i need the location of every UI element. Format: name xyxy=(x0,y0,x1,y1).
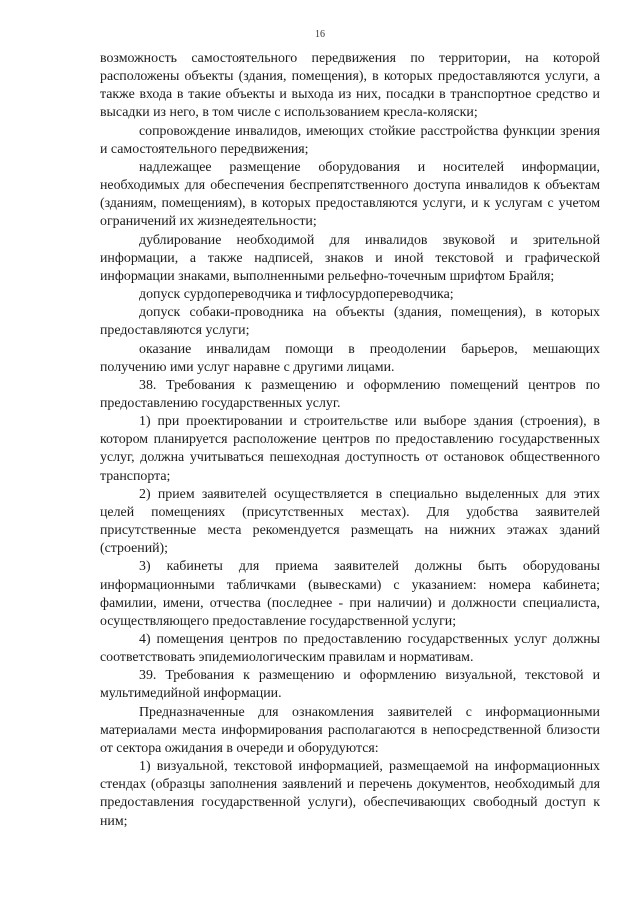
paragraph: допуск сурдопереводчика и тифлосурдопереводчика; xyxy=(139,287,454,303)
paragraph: 1) при проектировании и строительстве или выборе здания (строения), в котором планируется расположение центров по предоставлению государственных услуг, должна учитываться пешеходная доступность от остановок общественного транспорта; xyxy=(100,414,600,484)
paragraph: надлежащее размещение оборудования и носителей информации, необходимых для обеспечения беспрепятственного доступа инвалидов к объектам (зданиям, помещениям), в которых предоставляются услуги, и к услугам с учетом ограничений их жизнедеятельности; xyxy=(100,159,600,230)
document-body xyxy=(100,50,600,831)
paragraph: 3) кабинеты для приема заявителей должны быть оборудованы информационными табличками (вывесками) с указанием: номера кабинета; фамилии, имени, отчества (последнее - при наличии) и должности специалиста, осуществляющего предоставление государственной услуги; xyxy=(100,559,600,629)
paragraph: 2) прием заявителей осуществляется в специально выделенных для этих целей помещениях (присутственных местах). Для удобства заявителей присутственные места рекомендуется размещать на нижних этажах зданий (строений); xyxy=(100,486,600,557)
paragraph: допуск собаки-проводника на объекты (здания, помещения), в которых предоставляются услуги; xyxy=(100,305,600,339)
paragraph: возможность самостоятельного передвижения по территории, на которой расположены объекты (здания, помещения), в которых предоставляются услуги, а также входа в такие объекты и выхода из них, посадки в транспортное средство и высадки из него, в том числе с использованием кресла-коляски; xyxy=(100,51,600,121)
paragraph: Предназначенные для ознакомления заявителей с информационными материалами места информирования располагаются в непосредственной близости от сектора ожидания в очереди и оборудуются: xyxy=(100,704,600,756)
section-heading: 39. Требования к размещению и оформлению визуальной, текстовой и мультимедийной информации. xyxy=(100,668,600,702)
page-number: 16 xyxy=(315,29,325,40)
paragraph: сопровождение инвалидов, имеющих стойкие расстройства функции зрения и самостоятельного передвижения; xyxy=(100,123,600,157)
paragraph: 4) помещения центров по предоставлению государственных услуг должны соответствовать эпидемиологическим правилам и нормативам. xyxy=(100,632,600,666)
paragraph: 1) визуальной, текстовой информацией, размещаемой на информационных стендах (образцы заполнения заявлений и перечень документов, необходимый для предоставления государственной услуги), обеспечивающих свободный доступ к ним; xyxy=(100,759,600,829)
section-heading: 38. Требования к размещению и оформлению помещений центров по предоставлению государственных услуг. xyxy=(100,377,600,411)
paragraph: оказание инвалидам помощи в преодолении барьеров, мешающих получению ими услуг наравне с другими лицами. xyxy=(100,341,600,375)
paragraph: дублирование необходимой для инвалидов звуковой и зрительной информации, а также надписей, знаков и иной текстовой и графической информации знаками, выполненными рельефно-точечным шрифтом Брайля; xyxy=(100,232,600,284)
